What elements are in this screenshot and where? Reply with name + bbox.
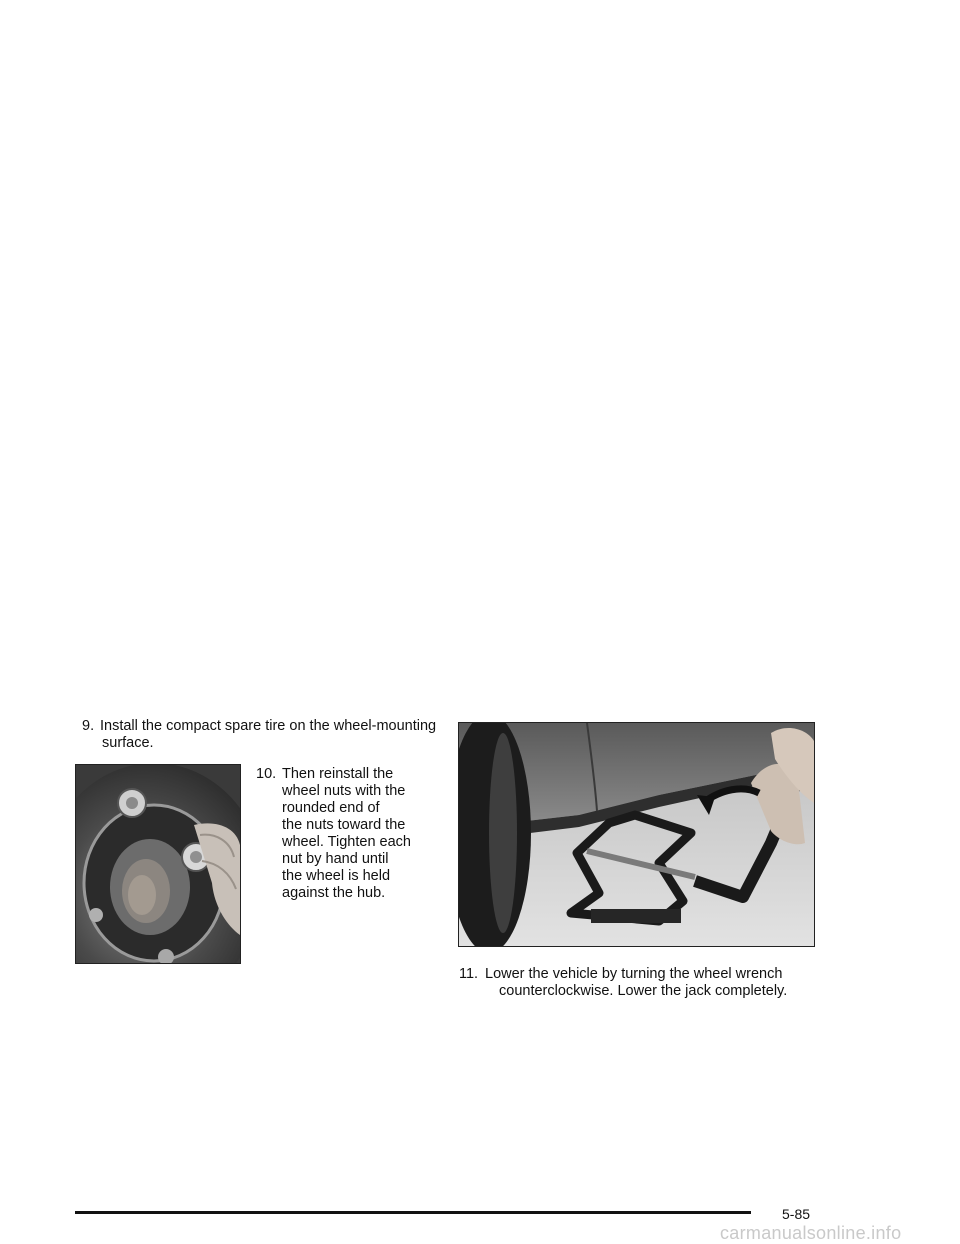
wheel-nuts-photo [75,764,241,964]
step-10-text-6: nut by hand until [282,851,389,867]
step-10-text-1: Then reinstall the [282,766,394,782]
step-9-number: 9. [82,718,95,734]
step-10-text-5: wheel. Tighten each [282,834,411,850]
step-10-text-3: rounded end of [282,800,380,816]
watermark: carmanualsonline.info [720,1223,902,1243]
step-10-text-4: the nuts toward the [282,817,406,833]
wheel-hub-illustration [76,765,240,963]
footer-rule [75,1211,751,1214]
step-11-number: 11. [459,966,479,982]
step-11-line-1 [459,966,859,983]
step-10-text-2: wheel nuts with the [282,783,406,799]
step-10-text-7: the wheel is held [282,868,391,884]
step-10-text-8: against the hub. [282,885,386,901]
step-9-text-1: Install the compact spare tire on the wheel-mounting [100,718,437,734]
jack-lowering-photo [458,722,815,947]
step-11 [459,966,859,1000]
step-10-line-1 [256,766,446,783]
step-9-text-2: surface. [102,735,154,751]
step-11-text-1: Lower the vehicle by turning the wheel wrench [485,966,783,982]
step-10-number: 10. [256,766,277,782]
page-number: 5-85 [782,1206,811,1222]
step-9 [82,718,452,752]
step-10 [256,766,446,902]
step-11-text-2: counterclockwise. Lower the jack completely. [499,983,788,999]
jack-illustration [459,723,814,946]
step-9-line-1 [82,718,452,735]
